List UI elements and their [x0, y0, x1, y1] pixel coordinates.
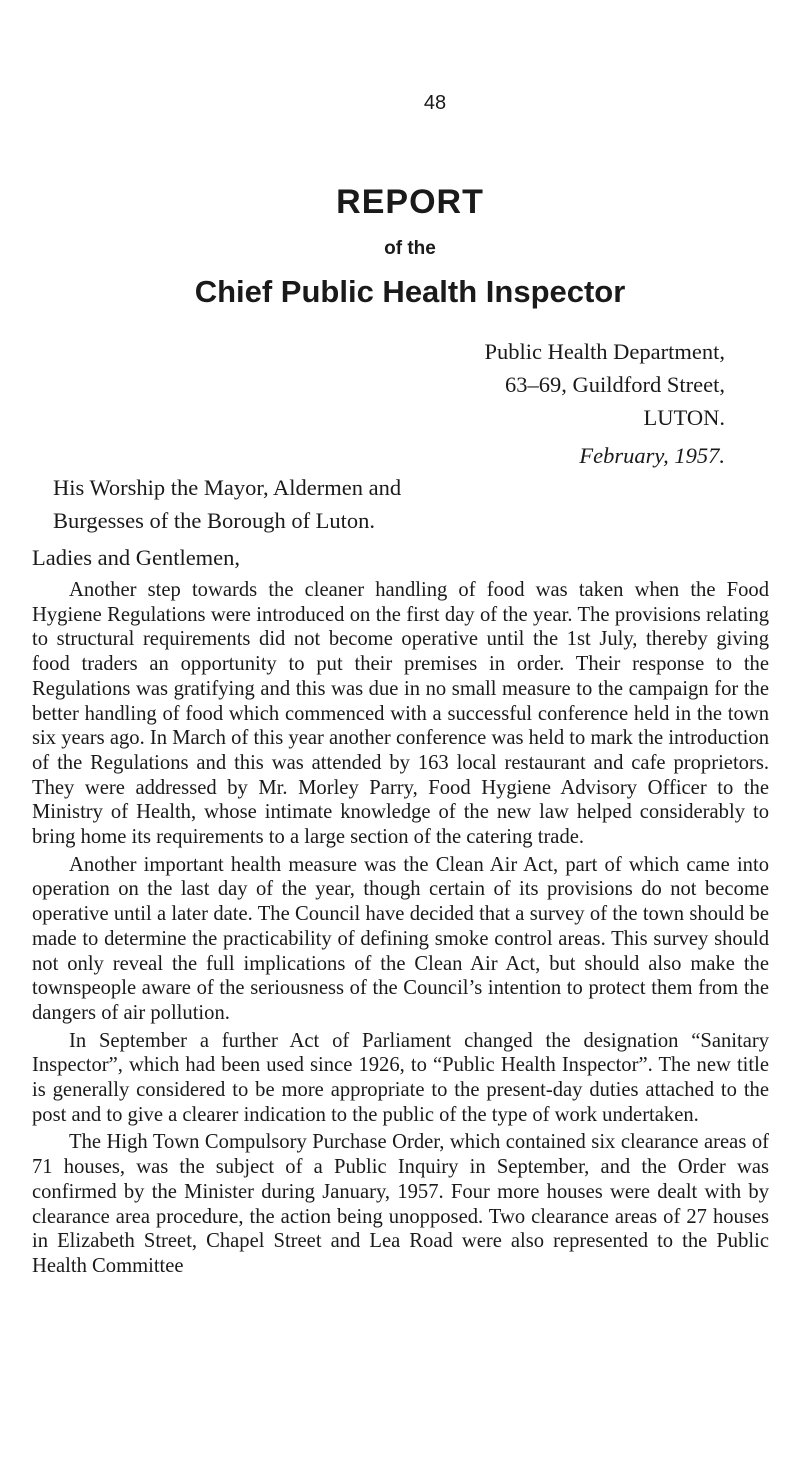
address-line-department: Public Health Department,	[484, 339, 725, 364]
paragraph-title-change: In September a further Act of Parliament changed the designation “Sanitary Inspector”, which had been used since 1926, to “Public Health Inspector”. The new title is generally considered to be more appropriate to the present-day duties attached to the post and to give a clearer indication to the public of the type of work undertaken.	[32, 1029, 769, 1126]
report-title: REPORT	[336, 183, 484, 221]
letter-date: February, 1957.	[579, 443, 725, 468]
report-body	[32, 578, 769, 1282]
paragraph-food-hygiene: Another step towards the cleaner handling of food was taken when the Food Hygiene Regulations were introduced on the first day of the year. The provisions relating to structural requirements did not become operative until the 1st July, thereby giving food traders an opportunity to put their premises in order. Their response to the Regulations was gratifying and this was due in no small measure to the campaign for the better handling of food which commenced with a successful conference held in the town six years ago. In March of this year another conference was held to mark the introduction of the Regulations and this was attended by 163 local restaurant and cafe proprietors. They were addressed by Mr. Morley Parry, Food Hygiene Advisory Officer to the Ministry of Health, whose intimate knowledge of the new law helped considerably to bring home its requirements to a large section of the catering trade.	[32, 579, 769, 849]
salutation-line-2: Burgesses of the Borough of Luton.	[53, 508, 376, 533]
salutation-line-1: His Worship the Mayor, Aldermen and	[53, 475, 402, 500]
address-line-street: 63–69, Guildford Street,	[505, 372, 725, 397]
paragraph-clearance-areas: The High Town Compulsory Purchase Order, which contained six clearance areas of 71 houses, was the subject of a Public Inquiry in September, and the Order was confirmed by the Minister during January, 1957. Four more houses were dealt with by clearance area procedure, the action being unopposed. Two clearance areas of 27 houses in Elizabeth Street, Chapel Street and Lea Road were also represented to the Public Health Committee	[32, 1131, 769, 1277]
report-subtitle: Chief Public Health Inspector	[194, 274, 626, 309]
address-line-town: LUTON.	[643, 405, 725, 430]
greeting: Ladies and Gentlemen,	[32, 545, 241, 570]
page-number: 48	[423, 92, 447, 114]
title-connector: of the	[384, 238, 436, 259]
paragraph-clean-air-act: Another important health measure was the Clean Air Act, part of which came into operation on the last day of the year, though certain of its provisions do not become operative until a later date. The Council have decided that a survey of the town should be made to determine the practicability of defining smoke control areas. This survey should not only reveal the full implications of the Clean Air Act, but should also make the townspeople aware of the seriousness of the Council’s intention to protect them from the dangers of air pollution.	[32, 853, 769, 1024]
